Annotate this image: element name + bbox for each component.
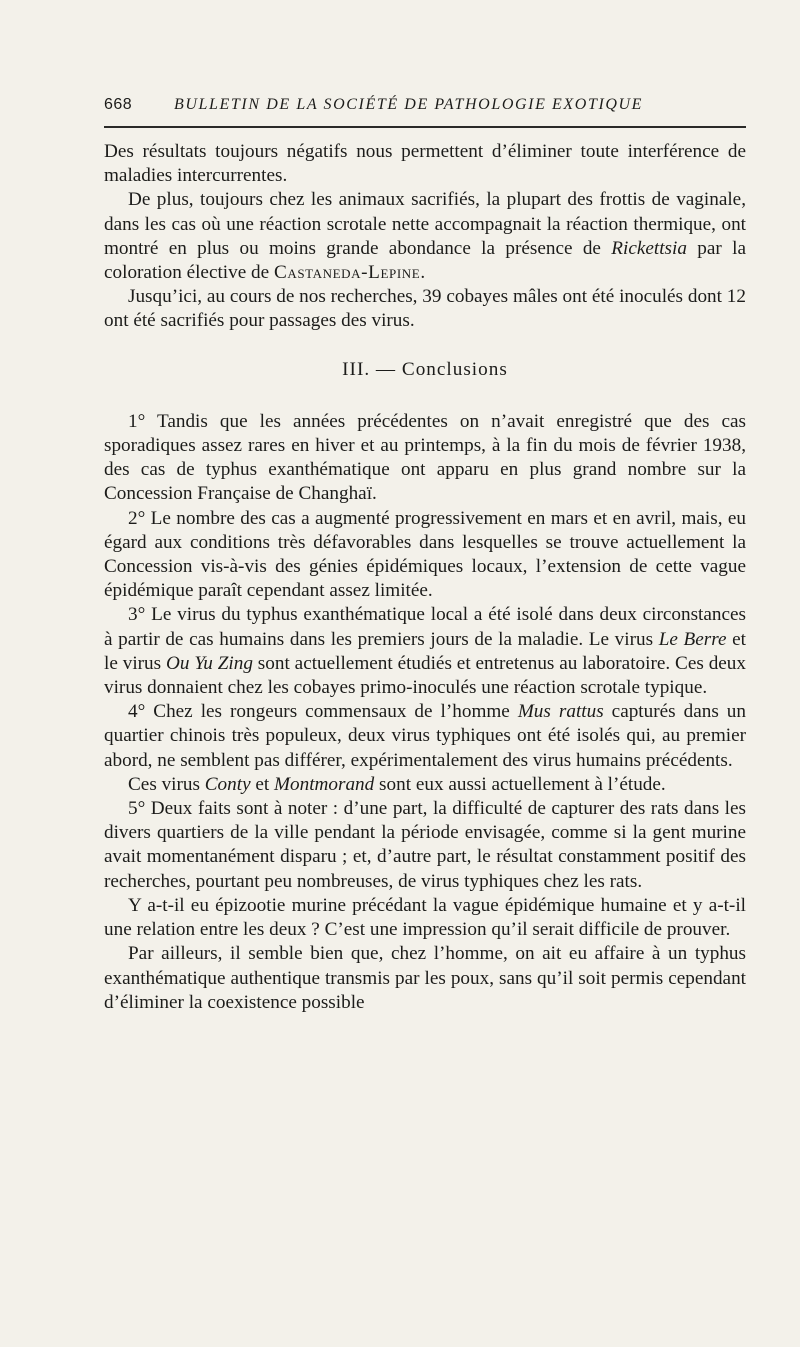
paragraph: Ces virus Conty et Montmorand sont eux aussi actuellement à l’étude. — [128, 773, 666, 795]
conclusion-item: 2° Le nombre des cas a augmenté progressivement en mars et en avril, mais, eu égard aux conditions très défavorables dans lesquelles se trouve actuellement la Concession vis-à-vis des génies épidémiques locaux, l’extension de cette vague épidémique paraît cependant assez limitée. — [104, 507, 746, 602]
paragraph: De plus, toujours chez les animaux sacrifiés, la plupart des frottis de vaginale, dans les cas où une réaction scrotale nette accompagnait la réaction thermique, ont montré en plus ou moins grande abondance la présence de Rickettsia par la coloration élective de Castaneda-Lepine. — [104, 189, 746, 284]
paragraph: Des résultats toujours négatifs nous permettent d’éliminer toute interférence de maladies intercurrentes. — [104, 141, 746, 187]
paragraph: Y a-t-il eu épizootie murine précédant la vague épidémique humaine et y a-t-il une relation entre les deux ? C’est une impression qu’il serait difficile de prouver. — [104, 894, 746, 941]
header-rule — [104, 126, 746, 128]
body-text — [104, 140, 746, 1015]
section-heading: III. — Conclusions — [342, 358, 508, 380]
paragraph: Par ailleurs, il semble bien que, chez l’homme, on ait eu affaire à un typhus exanthématique authentique transmis par les poux, sans qu’il soit permis cependant d’éliminer la coexistence possible — [104, 943, 746, 1013]
conclusion-item: 4° Chez les rongeurs commensaux de l’homme Mus rattus capturés dans un quartier chinois très populeux, deux virus typhiques ont été isolés qui, au premier abord, ne semblent pas différer, expérimentalement des virus humains précédents. — [104, 701, 746, 771]
paragraph: Jusqu’ici, au cours de nos recherches, 39 cobayes mâles ont été inoculés dont 12 ont été sacrifiés pour passages des virus. — [104, 286, 746, 332]
conclusion-item: 5° Deux faits sont à noter : d’une part, la difficulté de capturer des rats dans les divers quartiers de la ville pendant la période envisagée, comme si la gent murine avait momentanément disparu ; et, d’autre part, le résultat constamment positif des recherches, pourtant peu nombreuses, de virus typhiques chez les rats. — [104, 798, 746, 892]
virus-name: Montmorand — [274, 773, 375, 795]
italic-term: Rickettsia — [611, 237, 687, 259]
page-header — [104, 96, 746, 120]
conclusion-item: 1° Tandis que les années précédentes on n’avait enregistré que des cas sporadiques assez rares en hiver et au printemps, à la fin du mois de février 1938, des cas de typhus exanthématique ont apparu en plus grand nombre sur la Concession Française de Changhaï. — [104, 410, 746, 505]
author-name: Castaneda-Lepine — [273, 262, 421, 284]
virus-name: Ou Yu Zing — [166, 652, 253, 674]
conclusion-item: 3° Le virus du typhus exanthématique local a été isolé dans deux circonstances à partir de cas humains dans les premiers jours de la maladie. Le virus Le Berre et le virus Ou Yu Zing sont actuellement étudiés et entretenus au laboratoire. Ces deux virus donnaient chez les cobayes primo-inoculés une réaction scrotale typique. — [104, 604, 746, 699]
virus-name: Le Berre — [658, 628, 727, 650]
running-title: BULLETIN DE LA SOCIÉTÉ DE PATHOLOGIE EXOTIQUE — [174, 96, 644, 113]
species-name: Mus rattus — [517, 701, 604, 723]
page-number: 668 — [104, 96, 133, 113]
virus-name: Conty — [204, 773, 251, 795]
